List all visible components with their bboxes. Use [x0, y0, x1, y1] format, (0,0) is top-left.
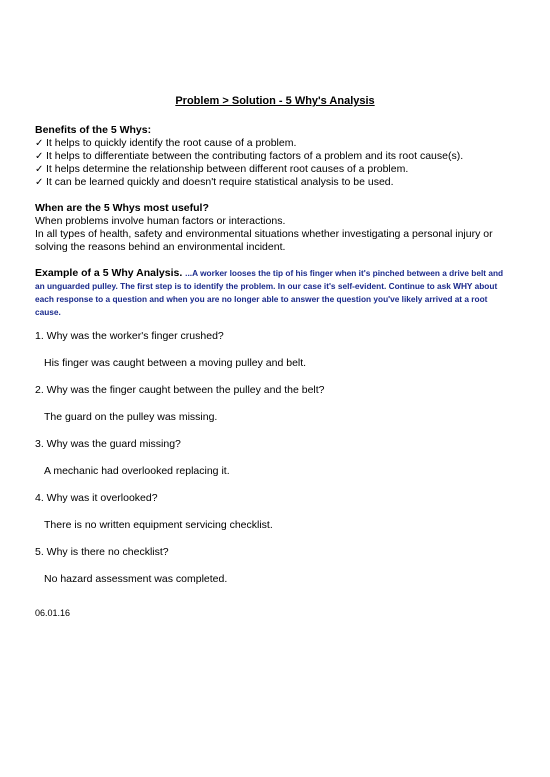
benefit-text: It helps determine the relationship between different root causes of a problem.: [46, 163, 409, 175]
benefits-section: [35, 124, 515, 189]
why-question-3: 3. Why was the guard missing?: [35, 438, 181, 450]
example-note: ...A worker looses the tip of his finger when it's pinched between a drive belt and an unguarded pulley. The first step is to identify the problem. In our case it's self-evident. Continue to ask WHY about each response to a question and when you are no longer able to answer the question you've likely arrived at a root cause.: [35, 268, 504, 317]
benefit-item: [35, 137, 515, 150]
benefit-text: It can be learned quickly and doesn't require statistical analysis to be used.: [46, 176, 394, 188]
checkmark-icon: ✓: [35, 177, 44, 188]
checkmark-icon: ✓: [35, 138, 44, 149]
checkmark-icon: ✓: [35, 164, 44, 175]
document-date: 06.01.16: [35, 608, 71, 618]
why-question-1: 1. Why was the worker's finger crushed?: [35, 330, 224, 342]
why-question-4: 4. Why was it overlooked?: [35, 492, 158, 504]
example-heading: Example of a 5 Why Analysis.: [35, 267, 183, 279]
useful-heading: When are the 5 Whys most useful?: [35, 202, 209, 214]
benefit-item: [35, 150, 515, 163]
benefit-text: It helps to differentiate between the contributing factors of a problem and its root cause(s).: [46, 150, 464, 162]
why-answer-1: His finger was caught between a moving pulley and belt.: [44, 357, 307, 369]
benefit-item: [35, 163, 515, 176]
page-title: Problem > Solution - 5 Why's Analysis: [175, 95, 375, 107]
why-question-2: 2. Why was the finger caught between the pulley and the belt?: [35, 384, 325, 396]
benefit-text: It helps to quickly identify the root cause of a problem.: [46, 137, 297, 149]
why-answer-5: No hazard assessment was completed.: [44, 573, 228, 585]
why-question-5: 5. Why is there no checklist?: [35, 546, 169, 558]
useful-section: [35, 202, 515, 254]
useful-line: In all types of health, safety and environmental situations whether investigating a personal injury or solving the reasons behind an environmental incident.: [35, 228, 493, 253]
why-answer-2: The guard on the pulley was missing.: [44, 411, 218, 423]
why-answer-4: There is no written equipment servicing checklist.: [44, 519, 273, 531]
benefits-heading: Benefits of the 5 Whys:: [35, 124, 152, 136]
why-answer-3: A mechanic had overlooked replacing it.: [44, 465, 230, 477]
checkmark-icon: ✓: [35, 151, 44, 162]
example-section: [35, 267, 515, 319]
benefit-item: [35, 176, 515, 189]
useful-line: When problems involve human factors or interactions.: [35, 215, 286, 227]
